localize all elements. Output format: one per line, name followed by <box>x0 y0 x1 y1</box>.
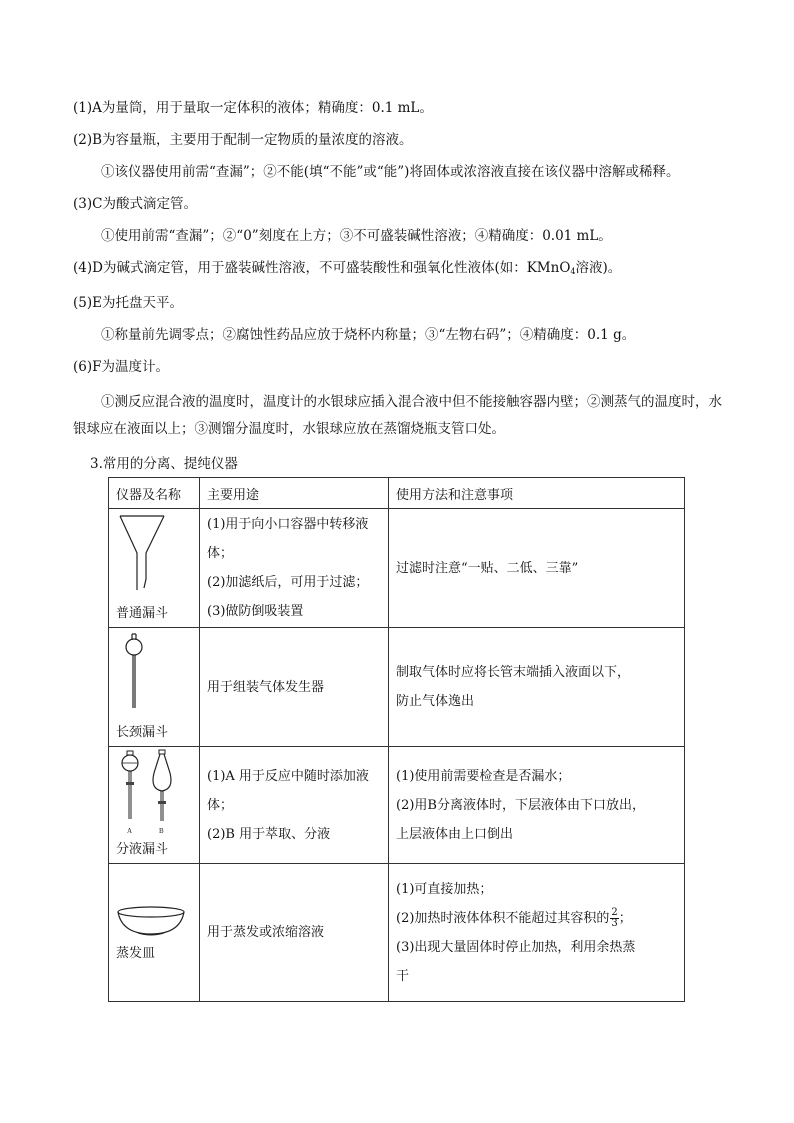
label-b: B <box>159 827 164 835</box>
fraction-numerator: 2 <box>611 906 618 918</box>
section-title: 3.常用的分离、提纯仪器 <box>90 456 238 472</box>
note-line: (2)用B分离液体时，下层液体由下口放出， <box>396 797 645 813</box>
para-base-burette <box>73 258 733 282</box>
use-line: (3)做防倒吸装置 <box>207 604 304 619</box>
funnel-icon <box>118 513 168 595</box>
fraction-two-thirds <box>610 908 618 929</box>
document-body <box>73 98 733 481</box>
use-line: (2)加滤纸后，可用于过滤； <box>207 575 369 590</box>
notes-cell <box>389 509 685 628</box>
table-header-row <box>109 478 685 509</box>
para-volumetric-flask: (2)B为容量瓶，主要用于配制一定物质的量浓度的溶液。 <box>73 132 413 148</box>
use-line: (2)B 用于萃取、分液 <box>207 826 331 842</box>
note-punct: ； <box>618 910 632 926</box>
para-balance: (5)E为托盘天平。 <box>73 295 183 311</box>
long-neck-funnel-icon <box>119 632 149 712</box>
header-notes: 使用方法和注意事项 <box>389 478 685 509</box>
note-text: (2)加热时液体体积不能超过其容积的 <box>396 910 610 926</box>
note-line <box>396 904 677 933</box>
notes-cell <box>389 628 685 747</box>
table-row <box>109 864 685 1002</box>
note-line: (1)可直接加热； <box>396 881 493 897</box>
para-base-burette-text: (4)D为碱式滴定管，用于盛装碱性溶液，不可盛装酸性和强氧化性液体(如：KMnO <box>73 260 571 276</box>
notes-cell <box>389 864 685 1002</box>
use-line: 用于组装气体发生器 <box>207 679 325 695</box>
para-measuring-cylinder: (1)A为量筒，用于量取一定体积的液体；精确度：0.1 mL。 <box>73 100 433 116</box>
para-thermometer: (6)F为温度计。 <box>73 359 169 375</box>
separation-instruments-table <box>108 477 685 1002</box>
header-uses: 主要用途 <box>200 478 389 509</box>
instrument-name: 分液漏斗 <box>116 842 169 857</box>
instrument-cell <box>109 628 200 747</box>
para-acid-burette: (3)C为酸式滴定管。 <box>73 196 197 212</box>
use-line: (1)A 用于反应中随时添加液体； <box>207 768 369 813</box>
note-line: 防止气体逸出 <box>396 694 475 709</box>
uses-cell <box>200 864 389 1002</box>
separatory-funnels-icon <box>118 749 184 835</box>
table-row <box>109 747 685 864</box>
para-volumetric-flask-notes: ①该仪器使用前需“查漏”；②不能(填“不能”或“能”)将固体或浓溶液直接在该仪器中溶解或稀释。 <box>101 164 680 180</box>
uses-cell <box>200 747 389 864</box>
uses-cell <box>200 509 389 628</box>
instrument-name: 长颈漏斗 <box>116 725 169 740</box>
note-line: (3)出现大量固体时停止加热，利用余热蒸 <box>396 939 636 955</box>
note-line: 干 <box>396 968 410 984</box>
table-row <box>109 509 685 628</box>
note-line: 制取气体时应将长管末端插入液面以下， <box>396 665 631 680</box>
notes-cell <box>389 747 685 864</box>
use-line: (1)用于向小口容器中转移液体； <box>207 517 369 561</box>
subscript-4: 4 <box>570 267 576 276</box>
para-base-burette-tail: 溶液)。 <box>575 260 622 276</box>
para-balance-notes: ①称量前先调零点；②腐蚀性药品应放于烧杯内称量；③“左物右码”；④精确度：0.1 g。 <box>101 327 636 343</box>
note-line: (1)使用前需要检查是否漏水； <box>396 768 571 784</box>
instrument-cell <box>109 747 200 864</box>
label-a: A <box>127 827 133 835</box>
instrument-name: 蒸发皿 <box>116 946 156 961</box>
note-line: 过滤时注意“一贴、二低、三靠” <box>396 560 579 576</box>
use-line: 用于蒸发或浓缩溶液 <box>207 925 325 940</box>
para-acid-burette-notes: ①使用前需“查漏”；②“0”刻度在上方；③不可盛装碱性溶液；④精确度：0.01 mL。 <box>101 228 612 244</box>
uses-cell <box>200 628 389 747</box>
table-row <box>109 628 685 747</box>
para-thermometer-notes: ①测反应混合液的温度时，温度计的水银球应插入混合液中但不能接触容器内壁；②测蒸气的温度时，水银球应在液面以上；③测馏分温度时，水银球应放在蒸馏烧瓶支管口处。 <box>73 394 722 437</box>
header-instrument: 仪器及名称 <box>109 478 200 509</box>
fraction-denominator: 3 <box>611 917 618 929</box>
note-line: 上层液体由上口倒出 <box>396 826 514 842</box>
instrument-cell <box>109 864 200 1002</box>
instrument-cell <box>109 509 200 628</box>
instrument-name: 普通漏斗 <box>116 606 169 621</box>
evaporating-dish-icon <box>116 904 186 938</box>
